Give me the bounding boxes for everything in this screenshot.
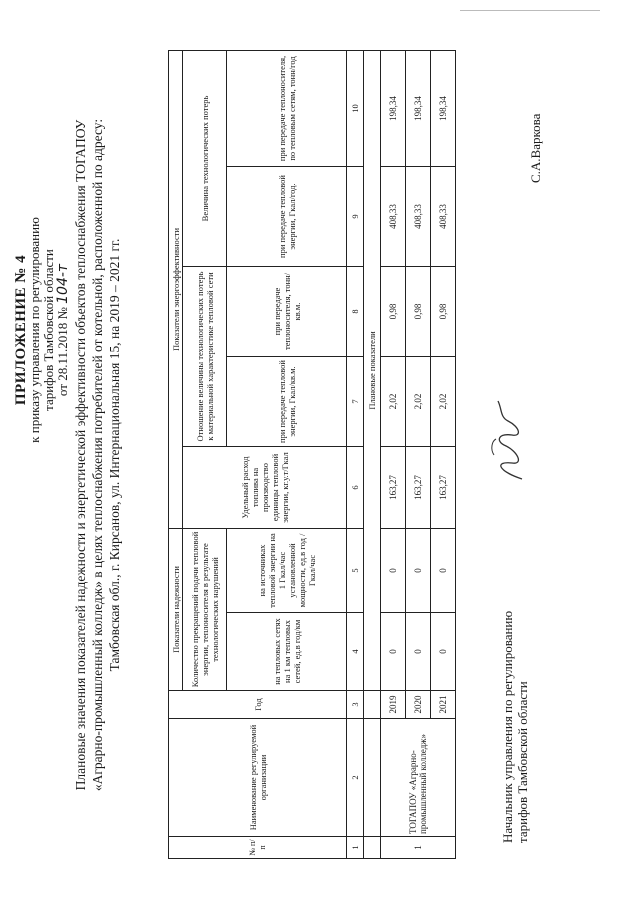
- col-number: 3: [347, 691, 364, 719]
- col-number: 1: [347, 837, 364, 859]
- col-number: 8: [347, 266, 364, 356]
- appendix-line-2: к приказу управления по регулированию: [27, 217, 42, 443]
- appendix-header: [14, 180, 70, 480]
- col-number: 10: [347, 50, 364, 166]
- appendix-doc-number: 104-т: [55, 263, 71, 304]
- header-fuel-rate: Удельный расход топлива на производство единицы тепловой энергии, кг.у.т/Гкал: [183, 446, 347, 528]
- table-row: [381, 50, 406, 858]
- indicators-table: [168, 50, 456, 859]
- section-planned: Плановые показатели: [364, 50, 381, 690]
- cell-year: 2019: [381, 691, 406, 719]
- appendix-date: от 28.11.2018 №: [55, 307, 70, 397]
- cell-loss-carrier: 198,34: [431, 50, 456, 166]
- header-networks: на тепловых сетях на 1 км тепловых сетей, ед.в год/км: [227, 613, 347, 691]
- cell-ratio-heat: 2,02: [431, 356, 456, 446]
- col-number: 9: [347, 166, 364, 266]
- cell-loss-heat: 408,33: [406, 166, 431, 266]
- header-loss-carrier: при передаче теплоносителя, по тепловым сетям, тонн/год: [227, 50, 347, 166]
- col-number: 5: [347, 528, 364, 612]
- col-number: 4: [347, 613, 364, 691]
- cell-fuel: 163,27: [406, 446, 431, 528]
- position-line-1: Начальник управления по регулированию: [500, 610, 515, 843]
- org-name: ТОГАПОУ «Аграрно-промышленный колледж»: [381, 719, 456, 837]
- header-org-name: Наименование регулируемой организации: [169, 719, 347, 837]
- col-number: 7: [347, 356, 364, 446]
- appendix-title: ПРИЛОЖЕНИЕ № 4: [13, 254, 29, 406]
- cell-networks: 0: [381, 613, 406, 691]
- cell-networks: 0: [431, 613, 456, 691]
- header-losses: Величина технологических потерь: [183, 50, 227, 266]
- title-line-1: Плановые значения показателей надежности и энергетической эффективности объектов теплоснабжения ТОГАПОУ: [73, 119, 88, 791]
- cell-loss-heat: 408,33: [381, 166, 406, 266]
- cell-loss-heat: 408,33: [431, 166, 456, 266]
- cell-year: 2020: [406, 691, 431, 719]
- title-line-3: Тамбовская обл., г. Кирсанов, ул. Интернациональная 15, на 2019 – 2021 гг.: [107, 238, 122, 672]
- col-number: 2: [347, 719, 364, 837]
- appendix-date-line: [56, 180, 70, 480]
- cell-sources: 0: [381, 528, 406, 612]
- cell-ratio-carrier: 0,98: [381, 266, 406, 356]
- header-year: Год: [169, 691, 347, 719]
- position-line-2: тарифов Тамбовской области: [515, 681, 530, 843]
- document-title: [72, 45, 123, 865]
- handwritten-signature: [488, 395, 528, 485]
- cell-ratio-carrier: 0,98: [406, 266, 431, 356]
- header-ratio-heat: при передаче тепловой энергии, Гкал/кв.м.: [227, 356, 347, 446]
- cell-fuel: 163,27: [431, 446, 456, 528]
- signatory-position: [500, 611, 530, 843]
- header-loss-heat: при передаче тепловой энергии, Гкал/год.: [227, 166, 347, 266]
- appendix-line-3: тарифов Тамбовской области: [41, 249, 56, 411]
- cell-ratio-carrier: 0,98: [431, 266, 456, 356]
- header-ratio-carrier: при передаче теплоносителя, тонн/кв.м.: [227, 266, 347, 356]
- col-number: 6: [347, 446, 364, 528]
- cell-ratio-heat: 2,02: [406, 356, 431, 446]
- header-num: № п/п: [169, 837, 347, 859]
- cell-year: 2021: [431, 691, 456, 719]
- title-line-2: «Аграрно-промышленный колледж» в целях теплоснабжения потребителей от котельной, расположенной по адресу:: [90, 118, 105, 792]
- cell-loss-carrier: 198,34: [406, 50, 431, 166]
- cell-networks: 0: [406, 613, 431, 691]
- cell-sources: 0: [431, 528, 456, 612]
- header-loss-ratio: Отношение величины технологических потерь к материальной характеристике тепловой сети: [183, 266, 227, 446]
- row-number: 1: [381, 837, 456, 859]
- header-interruptions: Количество прекращений подачи тепловой энергии, теплоносителя в результате технологических нарушений: [183, 528, 227, 690]
- header-efficiency: Показатели энергоэффективности: [169, 50, 183, 528]
- header-reliability: Показатели надежности: [169, 528, 183, 690]
- cell-fuel: 163,27: [381, 446, 406, 528]
- header-sources: на источниках тепловой энергии на 1 Гкал/час установленной мощности, ед.в год /Гкал/час: [227, 528, 347, 612]
- cell-ratio-heat: 2,02: [381, 356, 406, 446]
- cell-loss-carrier: 198,34: [381, 50, 406, 166]
- signatory-name: С.А.Варкова: [528, 113, 543, 183]
- cell-sources: 0: [406, 528, 431, 612]
